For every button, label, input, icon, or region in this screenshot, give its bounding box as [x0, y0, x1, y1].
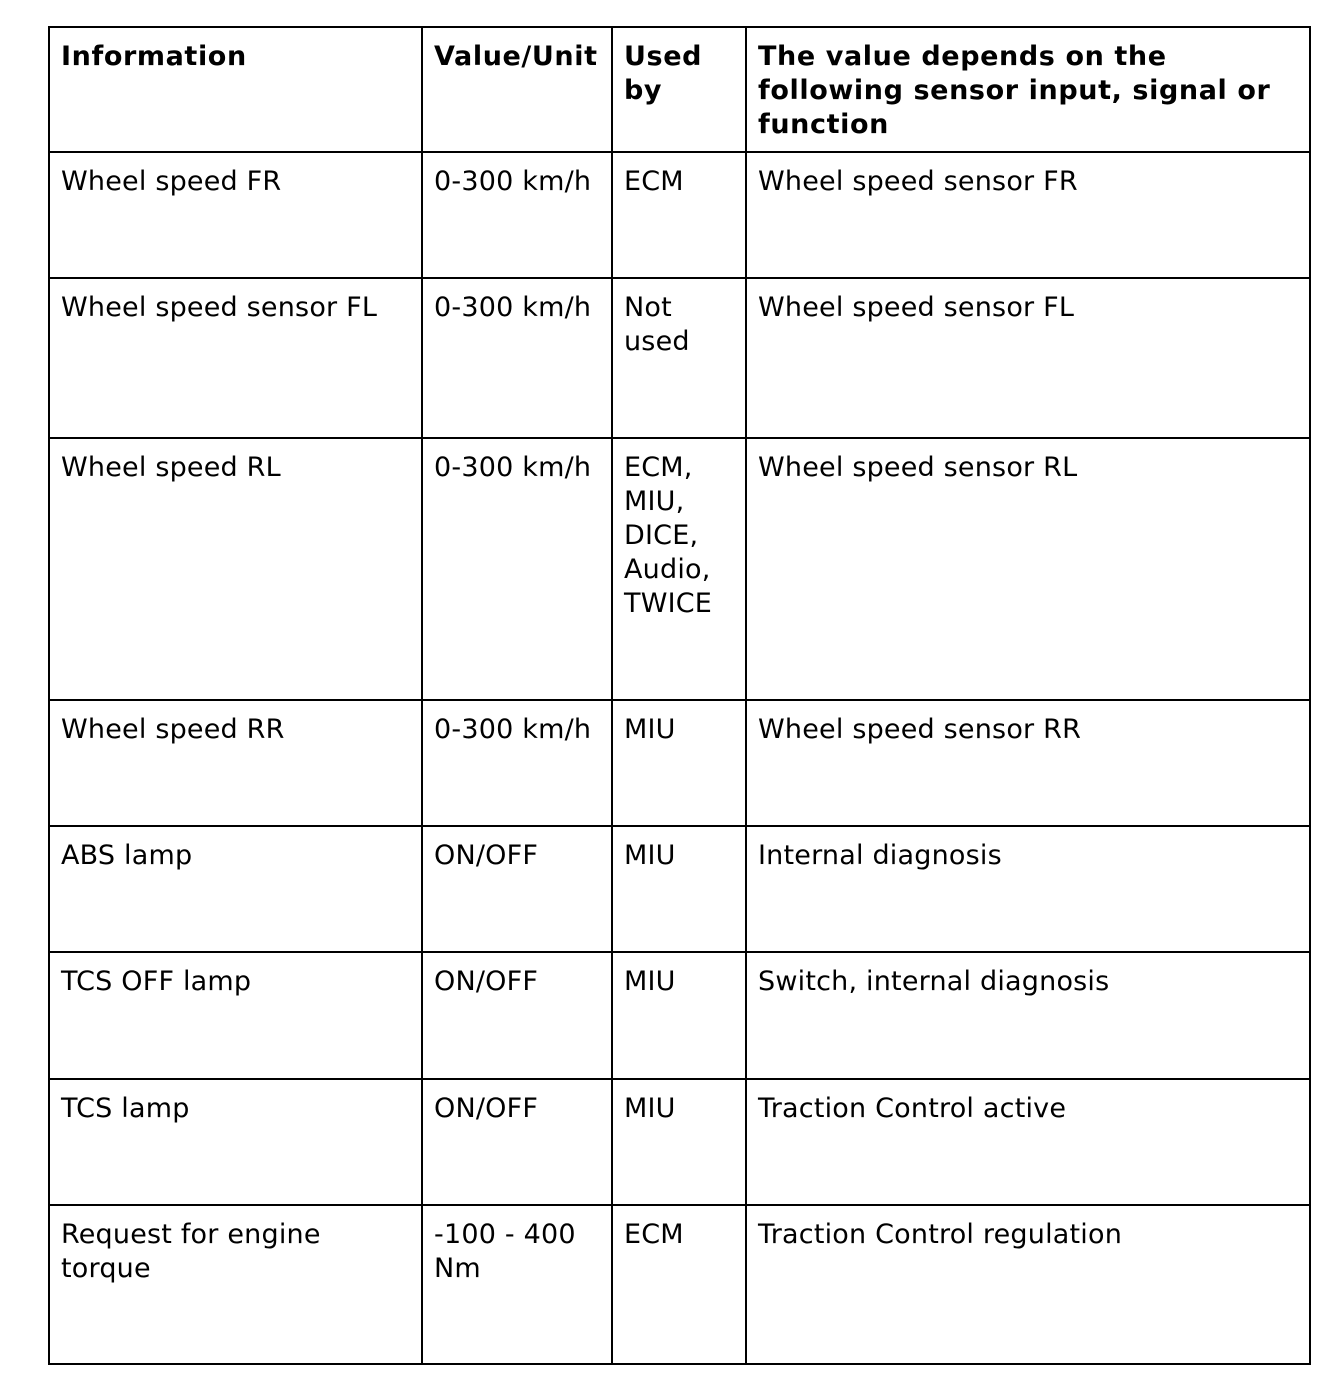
cell-value-unit: -100 - 400 Nm — [422, 1205, 612, 1364]
cell-depends-on: Switch, internal diagnosis — [746, 952, 1310, 1079]
signal-table — [48, 26, 1311, 1365]
cell-information: ABS lamp — [49, 826, 422, 952]
cell-value-unit: 0-300 km/h — [422, 152, 612, 278]
header-value-unit: Value/Unit — [422, 27, 612, 152]
table-row — [49, 438, 1310, 700]
cell-used-by: ECM, MIU, DICE, Audio, TWICE — [612, 438, 746, 700]
cell-information: Wheel speed RR — [49, 700, 422, 826]
cell-depends-on: Traction Control regulation — [746, 1205, 1310, 1364]
cell-value-unit: ON/OFF — [422, 952, 612, 1079]
cell-information: Request for engine torque — [49, 1205, 422, 1364]
cell-used-by: MIU — [612, 826, 746, 952]
cell-information: Wheel speed RL — [49, 438, 422, 700]
cell-information: TCS OFF lamp — [49, 952, 422, 1079]
cell-used-by: MIU — [612, 700, 746, 826]
cell-depends-on: Wheel speed sensor RL — [746, 438, 1310, 700]
cell-value-unit: ON/OFF — [422, 826, 612, 952]
cell-used-by: MIU — [612, 1079, 746, 1205]
table-row — [49, 700, 1310, 826]
cell-information: TCS lamp — [49, 1079, 422, 1205]
cell-depends-on: Traction Control active — [746, 1079, 1310, 1205]
cell-value-unit: 0-300 km/h — [422, 278, 612, 438]
cell-value-unit: 0-300 km/h — [422, 438, 612, 700]
cell-used-by: ECM — [612, 1205, 746, 1364]
table-row — [49, 1205, 1310, 1364]
cell-used-by: MIU — [612, 952, 746, 1079]
cell-depends-on: Internal diagnosis — [746, 826, 1310, 952]
cell-information: Wheel speed FR — [49, 152, 422, 278]
cell-information: Wheel speed sensor FL — [49, 278, 422, 438]
header-information: Information — [49, 27, 422, 152]
header-depends-on: The value depends on the following sensor input, signal or function — [746, 27, 1310, 152]
cell-depends-on: Wheel speed sensor RR — [746, 700, 1310, 826]
table-row — [49, 152, 1310, 278]
cell-used-by: ECM — [612, 152, 746, 278]
table-row — [49, 1079, 1310, 1205]
cell-used-by: Not used — [612, 278, 746, 438]
cell-value-unit: 0-300 km/h — [422, 700, 612, 826]
cell-depends-on: Wheel speed sensor FR — [746, 152, 1310, 278]
table-row — [49, 278, 1310, 438]
table-header-row — [49, 27, 1310, 152]
cell-value-unit: ON/OFF — [422, 1079, 612, 1205]
table-row — [49, 826, 1310, 952]
cell-depends-on: Wheel speed sensor FL — [746, 278, 1310, 438]
table-row — [49, 952, 1310, 1079]
header-used-by: Used by — [612, 27, 746, 152]
